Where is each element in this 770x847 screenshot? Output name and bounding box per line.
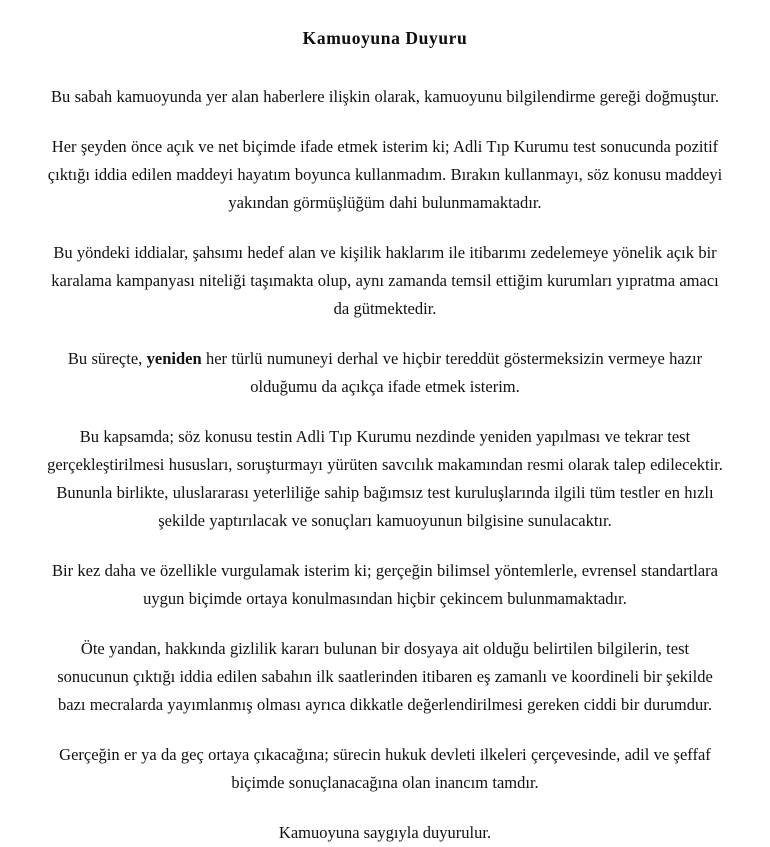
- paragraph-7: Bir kez daha ve özellikle vurgulamak isterim ki; gerçeğin bilimsel yöntemlerle, evrensel standartlara uygun biçimde ortaya konulmasından hiçbir çekincem bulunmamaktadır.: [52, 561, 718, 608]
- paragraph-6: Bununla birlikte, uluslararası yeterliliğe sahip bağımsız test kuruluşlarında ilgili tüm testler en hızlı şekilde yaptırılacak ve sonuçları kamuoyunun bilgisine sunulacaktır.: [56, 483, 714, 530]
- paragraph-4-emphasis-word: yeniden: [146, 349, 202, 368]
- paragraph-8: Öte yandan, hakkında gizlilik kararı bulunan bir dosyaya ait olduğu belirtilen bilgilerin, test sonucunun çıktığı iddia edilen sabahın ilk saatlerinden itibaren eş zamanlı ve koordineli bir şekilde bazı mecralarda yayımlanmış olması ayrıca dikkatle değerlendirilmesi gereken ciddi bir durumdur.: [57, 639, 713, 714]
- closing-line: Kamuoyuna saygıyla duyurulur.: [278, 823, 492, 842]
- page-title: Kamuoyuna Duyuru: [302, 28, 468, 48]
- document-body: [0, 83, 770, 847]
- paragraph-1: Bu sabah kamuoyunda yer alan haberlere ilişkin olarak, kamuoyunu bilgilendirme gereği doğmuştur.: [51, 87, 719, 106]
- paragraph-9: Gerçeğin er ya da geç ortaya çıkacağına; sürecin hukuk devleti ilkeleri çerçevesinde, adil ve şeffaf biçimde sonuçlanacağına olan inancım tamdır.: [59, 745, 711, 792]
- paragraph-3: Bu yöndeki iddialar, şahsımı hedef alan ve kişilik haklarım ile itibarımı zedelemeye yönelik açık bir karalama kampanyası niteliği taşımakta olup, aynı zamanda temsil ettiğim kurumları yıpratma amacı da gütmektedir.: [51, 243, 719, 318]
- paragraph-2: Her şeyden önce açık ve net biçimde ifade etmek isterim ki; Adli Tıp Kurumu test sonucunda pozitif çıktığı iddia edilen maddeyi hayatım boyunca kullanmadım. Bırakın kullanmayı, söz konusu maddeyi yakından görmüşlüğüm dahi bulunmamaktadır.: [47, 137, 723, 212]
- paragraph-4: [22, 345, 748, 401]
- paragraph-4-segment-lead: Bu süreçte,: [67, 349, 147, 368]
- paragraph-5: Bu kapsamda; söz konusu testin Adli Tıp Kurumu nezdinde yeniden yapılması ve tekrar test gerçekleştirilmesi hususları, soruşturmayı yürüten savcılık makamından resmi olarak talep edilecektir.: [47, 427, 723, 474]
- paragraph-4-segment-tail: her türlü numuneyi derhal ve hiçbir tereddüt göstermeksizin vermeye hazır olduğumu da açıkça ifade etmek isterim.: [201, 349, 703, 396]
